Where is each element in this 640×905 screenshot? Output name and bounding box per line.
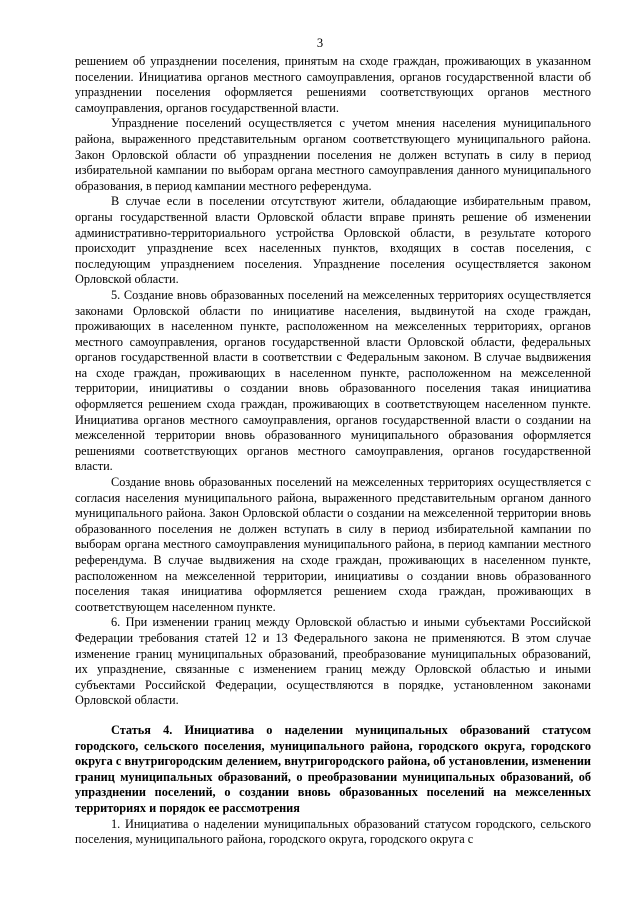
page-number: 3 [316, 36, 324, 50]
paragraph-creation-consent: Создание вновь образованных поселений на межселенных территориях осуществляется с согласия населения муниципального района, выраженного представительным органом данного муниципального района. Закон Орловской области о создании на межселенной территории вновь образованного поселения не должен вступать в силу в период избирательной кампании по выборам органа местного самоуправления муниципального района, в период кампании местного референдума. В случае выдвижения на сходе граждан, проживающих в населенном пункте, расположенном на межселенной территории, инициативы о создании вновь образованного поселения такая инициатива оформляется решением схода граждан, проживающих в соответствующем населенном пункте. [75, 475, 591, 614]
paragraph-article-4-item-1: 1. Инициатива о наделении муниципальных образований статусом городского, сельского поселения, муниципального района, городского округа, городского округа с [75, 816, 591, 847]
paragraph-abolition-opinion: Упразднение поселений осуществляется с учетом мнения населения муниципального района, выраженного представительным органом соответствующего муниципального района. Закон Орловской области об упразднении поселения не должен вступать в силу в период избирательной кампании по выборам органа местного самоуправления данного муниципального образования, в период кампании местного референдума. [75, 116, 591, 193]
paragraph-continuation: решением об упразднении поселения, принятым на сходе граждан, проживающих в указанном поселении. Инициатива органов местного самоуправления, органов государственной власти об упразднении поселения оформляется решениями соответствующих органов местного самоуправления, органов государственной власти. [75, 54, 591, 115]
paragraph-no-residents: В случае если в поселении отсутствуют жители, обладающие избирательным правом, органы государственной власти Орловской области вправе принять решение об изменении административно-территориального устройства Орловской области, в результате которого происходит упразднение всех населенных пунктов, входящих в состав поселения, с последующим упразднением поселения. Упразднение поселения осуществляется законом Орловской области. [75, 194, 591, 287]
article-4-heading: Статья 4. Инициатива о наделении муниципальных образований статусом городского, сельского поселения, муниципального района, городского округа, городского округа с внутригородским делением, внутригородского района, об установлении, изменении границ муниципальных образований, о преобразовании муниципальных образований, об упразднении поселений, о создании вновь образованных поселений на межселенных территориях и порядок ее рассмотрения [75, 722, 591, 815]
paragraph-item-6: 6. При изменении границ между Орловской областью и иными субъектами Российской Федерации требования статей 12 и 13 Федерального закона не применяются. В этом случае изменение границ муниципальных образований, преобразование муниципальных образований, их упразднение, связанные с изменением границ между Орловской областью и иными субъектами Российской Федерации, осуществляются в порядке, установленном законами Орловской области. [75, 615, 591, 708]
document-body [75, 54, 591, 848]
paragraph-item-5: 5. Создание вновь образованных поселений на межселенных территориях осуществляется законами Орловской области по инициативе населения, выдвинутой на сходе граждан, проживающих в населенном пункте, расположенном на межселенных территориях, органов местного самоуправления, органов государственной власти Орловской области, федеральных органов государственной власти в соответствии с Федеральным законом. В случае выдвижения на сходе граждан, проживающих в населенном пункте, расположенном на межселенной территории, инициативы о создании вновь образованного поселения такая инициатива оформляется решением схода граждан, проживающих в соответствующем населенном пункте. Инициатива органов местного самоуправления, органов государственной власти о создании на межселенной территории вновь образованного муниципального образования оформляется решениями соответствующих органов местного самоуправления, органов государственной власти. [75, 287, 591, 474]
